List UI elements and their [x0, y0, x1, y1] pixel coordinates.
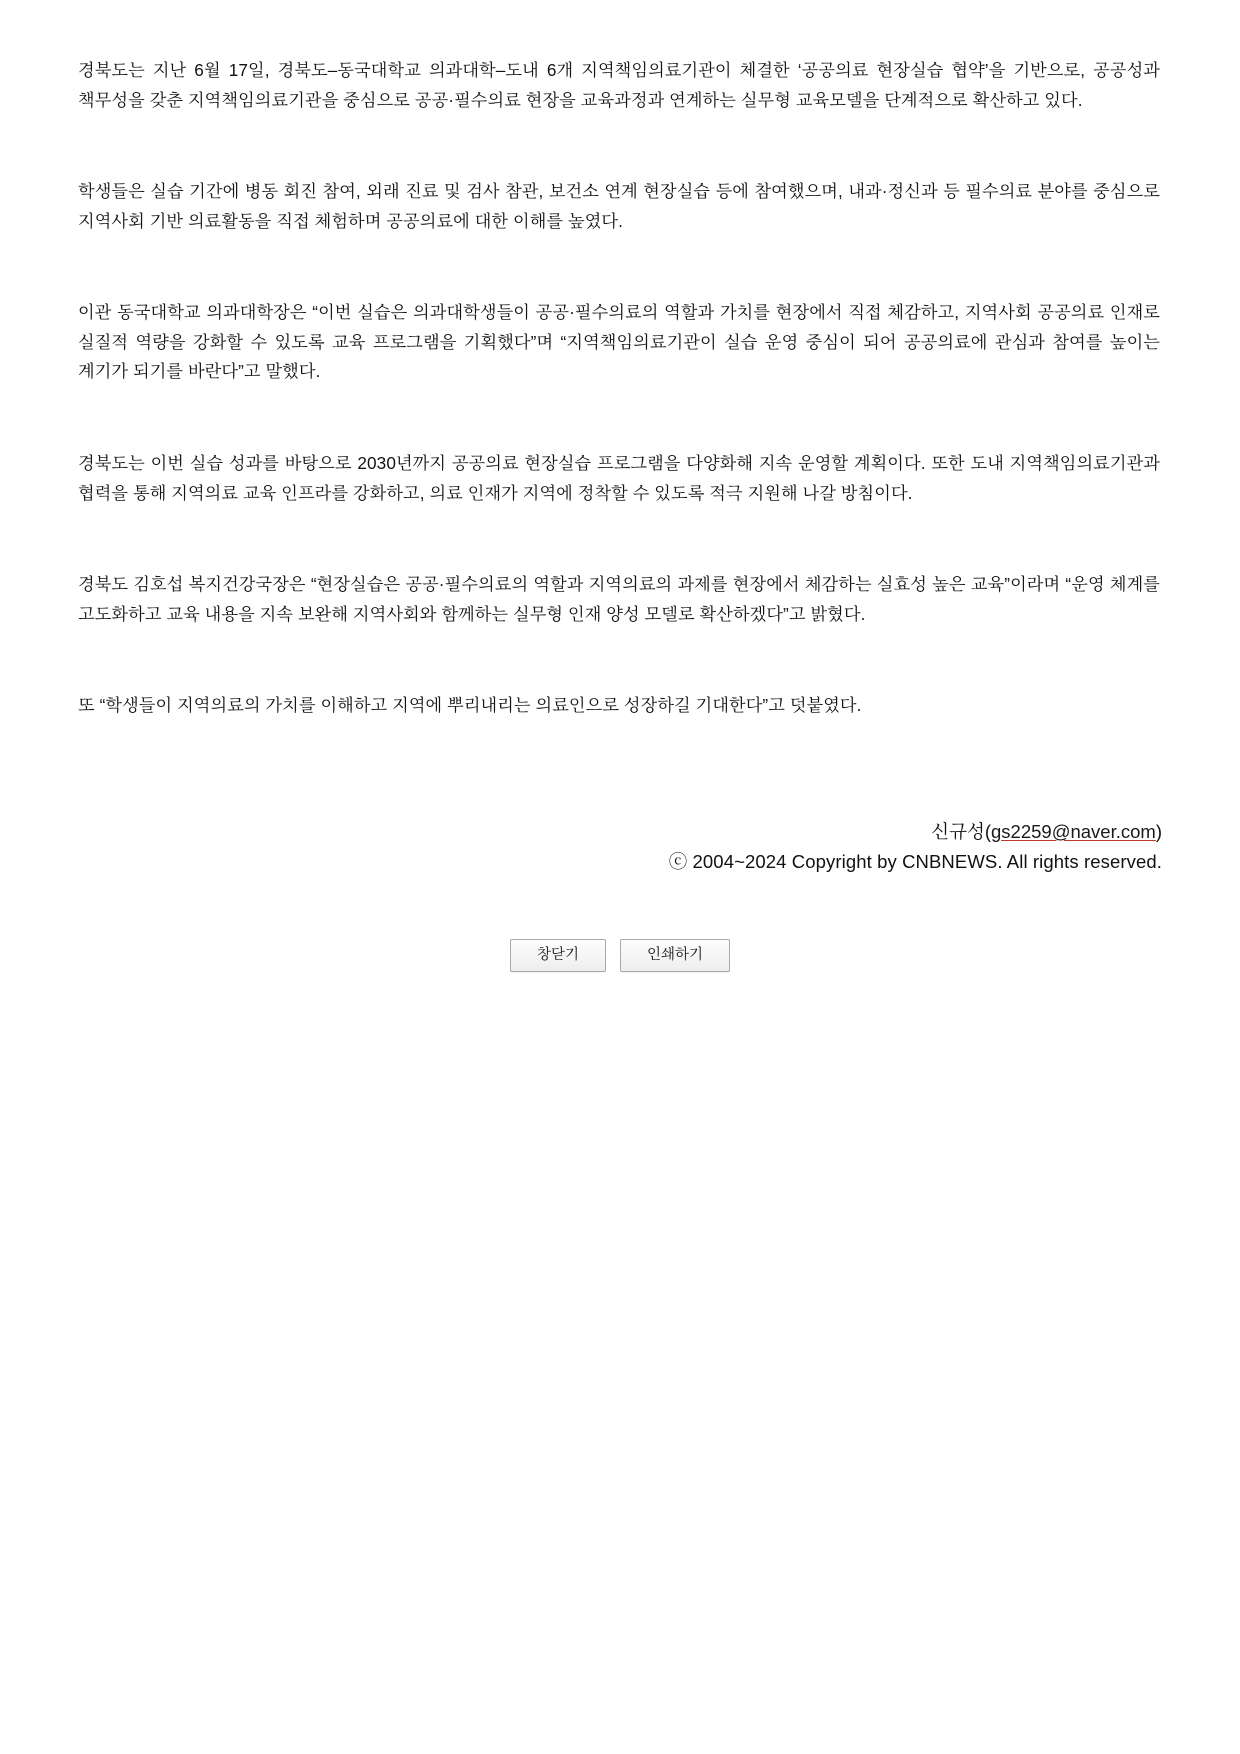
button-row [78, 939, 1162, 972]
byline-line [78, 817, 1162, 847]
close-window-button[interactable]: 창닫기 [510, 939, 606, 972]
paren-open: ( [984, 820, 991, 842]
paren-close: ) [1155, 820, 1162, 842]
reporter-email-link[interactable]: gs2259@naver.com [991, 820, 1156, 842]
article-paragraph: 이관 동국대학교 의과대학장은 “이번 실습은 의과대학생들이 공공·필수의료의 역할과 가치를 현장에서 직접 체감하고, 지역사회 공공의료 인재로 실질적 역량을 강화할 수 있도록 교육 프로그램을 기획했다”며 “지역책임의료기관이 실습 운영 중심이 되어 공공의료에 관심과 참여를 높이는 계기가 되기를 바란다”고 말했다. [78, 302, 1160, 382]
reporter-name: 신규성 [931, 820, 985, 842]
article-body [78, 56, 1160, 721]
print-button[interactable]: 인쇄하기 [620, 939, 730, 972]
article-paragraph: 경북도는 지난 6월 17일, 경북도–동국대학교 의과대학–도내 6개 지역책임의료기관이 체결한 ‘공공의료 현장실습 협약’을 기반으로, 공공성과 책무성을 갖춘 지역책임의료기관을 중심으로 공공·필수의료 현장을 교육과정과 연계하는 실무형 교육모델을 단계적으로 확산하고 있다. [78, 60, 1160, 110]
copyright-notice: ⓒ 2004~2024 Copyright by CNBNEWS. All rights reserved. [668, 850, 1162, 872]
byline-block [78, 817, 1162, 877]
article-paragraph: 또 “학생들이 지역의료의 가치를 이해하고 지역에 뿌리내리는 의료인으로 성장하길 기대한다”고 덧붙였다. [78, 695, 862, 716]
article-paragraph: 경북도는 이번 실습 성과를 바탕으로 2030년까지 공공의료 현장실습 프로그램을 다양화해 지속 운영할 계획이다. 또한 도내 지역책임의료기관과 협력을 통해 지역의료 교육 인프라를 강화하고, 의료 인재가 지역에 정착할 수 있도록 적극 지원해 나갈 방침이다. [78, 453, 1160, 503]
article-paragraph: 경북도 김호섭 복지건강국장은 “현장실습은 공공·필수의료의 역할과 지역의료의 과제를 현장에서 체감하는 실효성 높은 교육”이라며 “운영 체계를 고도화하고 교육 내용을 지속 보완해 지역사회와 함께하는 실무형 인재 양성 모델로 확산하겠다”고 밝혔다. [78, 574, 1160, 624]
article-paragraph: 학생들은 실습 기간에 병동 회진 참여, 외래 진료 및 검사 참관, 보건소 연계 현장실습 등에 참여했으며, 내과·정신과 등 필수의료 분야를 중심으로 지역사회 기반 의료활동을 직접 체험하며 공공의료에 대한 이해를 높였다. [78, 181, 1160, 231]
